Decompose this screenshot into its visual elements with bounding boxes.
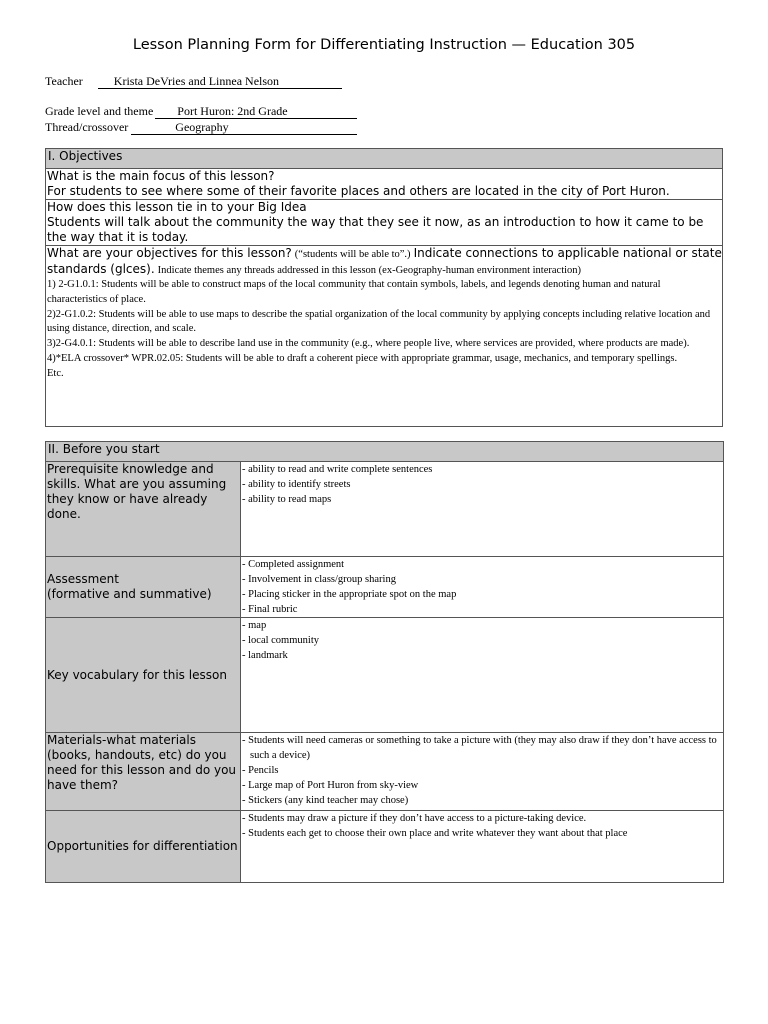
vocabulary-label: Key vocabulary for this lesson (46, 618, 241, 733)
objective-item: 3)2-G4.0.1: Students will be able to describe land use in the community (e.g., where people live, where services are provided, where products are made). (47, 338, 690, 350)
grade-value: Port Huron: 2nd Grade (155, 105, 357, 119)
list-item: - Pencils (242, 765, 279, 776)
prerequisite-label: Prerequisite knowledge and skills. What are you assuming they know or have already done. (46, 462, 241, 557)
objectives-question: What are your objectives for this lesson? (47, 246, 292, 260)
list-item: - local community (242, 635, 319, 646)
thread-label: Thread/crossover (45, 120, 129, 134)
list-item: - landmark (242, 650, 288, 661)
objectives-question-note: (“students will be able to”.) (294, 249, 411, 260)
objectives-question-cont: Indicate connections to applicable national or state standards (glces). (47, 246, 722, 276)
teacher-value: Krista DeVries and Linnea Nelson (98, 75, 342, 89)
before-you-start-table (45, 441, 724, 883)
materials-content (241, 733, 724, 811)
thread-value: Geography (131, 121, 357, 135)
list-item: - ability to read and write complete sentences (242, 464, 433, 475)
assessment-content (241, 557, 724, 618)
list-item: - Involvement in class/group sharing (242, 574, 396, 585)
objectives-header: I. Objectives (46, 149, 723, 169)
grade-label: Grade level and theme (45, 104, 154, 118)
list-item: - Students may draw a picture if they don’t have access to a picture-taking device. (242, 813, 587, 824)
thread-row (45, 120, 357, 135)
prerequisite-content (241, 462, 724, 557)
main-focus-question: What is the main focus of this lesson? (47, 169, 275, 183)
list-item: - Completed assignment (242, 559, 345, 570)
objective-item: 1) 2-G1.0.1: Students will be able to construct maps of the local community that contain symbols, labels, and legends denoting human and natural characteristics of place. (47, 279, 661, 305)
main-focus-cell (46, 169, 723, 200)
grade-row (45, 104, 357, 119)
objective-item: 4)*ELA crossover* WPR.02.05: Students will be able to draft a coherent piece with appropriate grammar, usage, mechanics, and temporary spellings. (47, 352, 678, 364)
page-title: Lesson Planning Form for Differentiating Instruction — Education 305 (132, 37, 636, 53)
assessment-label: Assessment (formative and summative) (46, 557, 241, 618)
differentiation-content (241, 811, 724, 883)
objectives-themes: Indicate themes any threads addressed in this lesson (ex-Geography-human environment interaction) (157, 265, 582, 276)
materials-label: Materials-what materials (books, handouts, etc) do you need for this lesson and do you have them? (46, 733, 241, 811)
before-header: II. Before you start (46, 442, 724, 462)
big-idea-answer: Students will talk about the community the way that they see it now, as an introduction to how it came to be the way that it is today. (47, 215, 704, 244)
list-item: - Final rubric (242, 604, 298, 615)
teacher-row (45, 74, 342, 89)
list-item: - Large map of Port Huron from sky-view (242, 780, 419, 791)
objective-item: Etc. (47, 367, 64, 379)
objectives-cell (46, 246, 723, 427)
objectives-table (45, 148, 723, 427)
list-item: - ability to read maps (242, 494, 332, 505)
list-item: - map (242, 620, 267, 631)
list-item: - Students each get to choose their own place and write whatever they want about that place (242, 828, 628, 839)
list-item: - Stickers (any kind teacher may chose) (242, 795, 409, 806)
objective-item: 2)2-G1.0.2: Students will be able to use maps to describe the spatial organization of the local community by applying concepts including relative location and using distance, direction, and scale. (47, 308, 711, 335)
big-idea-question: How does this lesson tie in to your Big Idea (47, 200, 307, 214)
list-item: - ability to identify streets (242, 479, 351, 490)
list-item: - Placing sticker in the appropriate spot on the map (242, 589, 457, 600)
big-idea-cell (46, 200, 723, 246)
differentiation-label: Opportunities for differentiation (46, 811, 241, 883)
vocabulary-content (241, 618, 724, 733)
list-item: - Students will need cameras or something to take a picture with (they may also draw if they don’t have access to such a device) (242, 735, 717, 761)
main-focus-answer: For students to see where some of their favorite places and others are located in the city of Port Huron. (47, 184, 670, 198)
teacher-label: Teacher (45, 74, 83, 88)
